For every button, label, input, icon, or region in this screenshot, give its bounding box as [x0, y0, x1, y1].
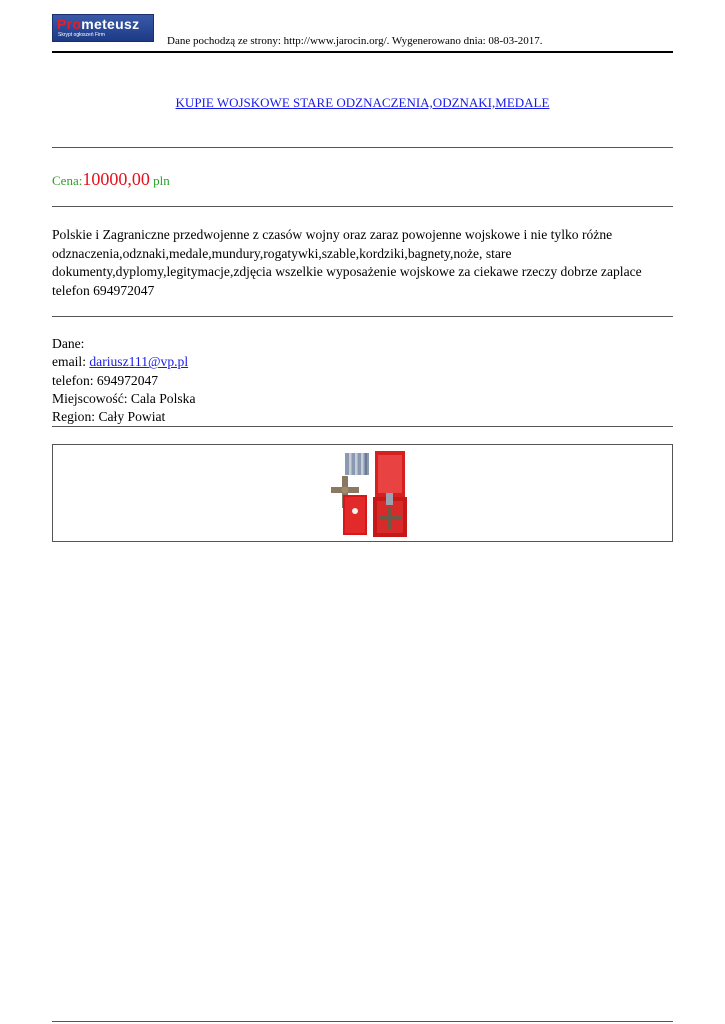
- footer-divider: [52, 1021, 673, 1022]
- email-link[interactable]: dariusz111@vp.pl: [89, 354, 189, 370]
- logo-tagline: Skrypt ogłoszeń Firm: [58, 32, 105, 38]
- divider: [52, 206, 673, 207]
- source-note: Dane pochodzą ze strony: http://www.jarocin.org/. Wygenerowano dnia: 08-03-2017.: [167, 35, 543, 47]
- price-currency: pln: [149, 173, 170, 188]
- logo-wordmark: Prometeusz: [57, 16, 140, 32]
- divider: [52, 147, 673, 148]
- photo-frame: [52, 444, 673, 542]
- contact-email-row: email: dariusz111@vp.pl: [52, 354, 189, 370]
- divider: [52, 316, 673, 317]
- contact-heading: Dane:: [52, 336, 85, 351]
- listing-title-link[interactable]: KUPIE WOJSKOWE STARE ODZNACZENIA,ODZNAKI,MEDALE: [175, 95, 550, 110]
- contact-city-row: Miejscowość: Cala Polska: [52, 390, 196, 406]
- prometeusz-logo: [52, 14, 154, 42]
- contact-region-row: Region: Cały Powiat: [52, 409, 166, 425]
- header-divider: [52, 51, 673, 53]
- price: [52, 169, 170, 190]
- price-value: 10000,00: [82, 169, 150, 189]
- contact-block: [52, 335, 196, 426]
- price-label: Cena:: [52, 173, 83, 188]
- divider: [52, 426, 673, 427]
- listing-description: Polskie i Zagraniczne przedwojenne z czasów wojny oraz zaraz powojenne wojskowe i nie tylko różne odznaczenia,odznaki,medale,mundury,rogatywki,szable,kordziki,bagnety,noże, stare dokumenty,dyplomy,legitymacje,zdjęcia wszelkie wyposażenie wojskowe za ciekawe rzeczy dobrze zaplace telefon 694972047: [52, 227, 642, 298]
- contact-phone-row: telefon: 694972047: [52, 372, 159, 388]
- medals-photo: [315, 447, 419, 539]
